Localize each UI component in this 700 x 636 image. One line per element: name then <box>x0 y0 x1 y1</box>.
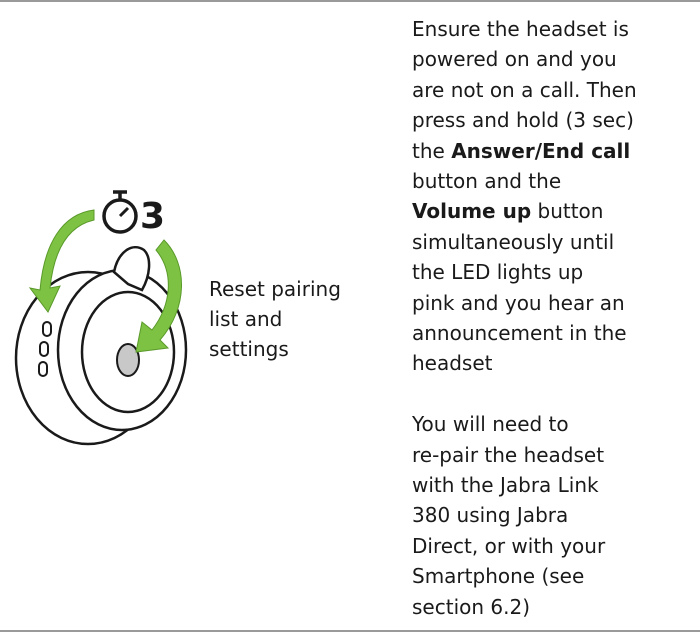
desc-text: button simultaneously until the LED lights up pink and you hear an announcement in the headset <box>412 199 627 376</box>
center-button-icon <box>117 344 139 376</box>
desc-text: button and the <box>412 169 562 194</box>
stopwatch-icon <box>104 192 136 232</box>
reset-label <box>209 274 379 364</box>
desc-text: Ensure the headset is powered on and you are not on a call. Then press and hold (3 sec) the <box>412 17 637 163</box>
description-paragraph-1 <box>412 14 694 379</box>
timer-value: 3 <box>140 196 166 237</box>
reset-label-text: Reset pairing list and settings <box>209 277 341 361</box>
bottom-divider <box>0 630 700 632</box>
volume-up-term: Volume up <box>412 199 532 224</box>
top-divider <box>0 0 700 2</box>
reset-description <box>412 14 694 622</box>
description-paragraph-2: You will need to re-pair the headset with the Jabra Link 380 using Jabra Direct, or with your Smartphone (see section 6.2) <box>412 412 606 619</box>
answer-end-call-term: Answer/End call <box>451 138 631 163</box>
headset-reset-illustration <box>10 180 200 450</box>
